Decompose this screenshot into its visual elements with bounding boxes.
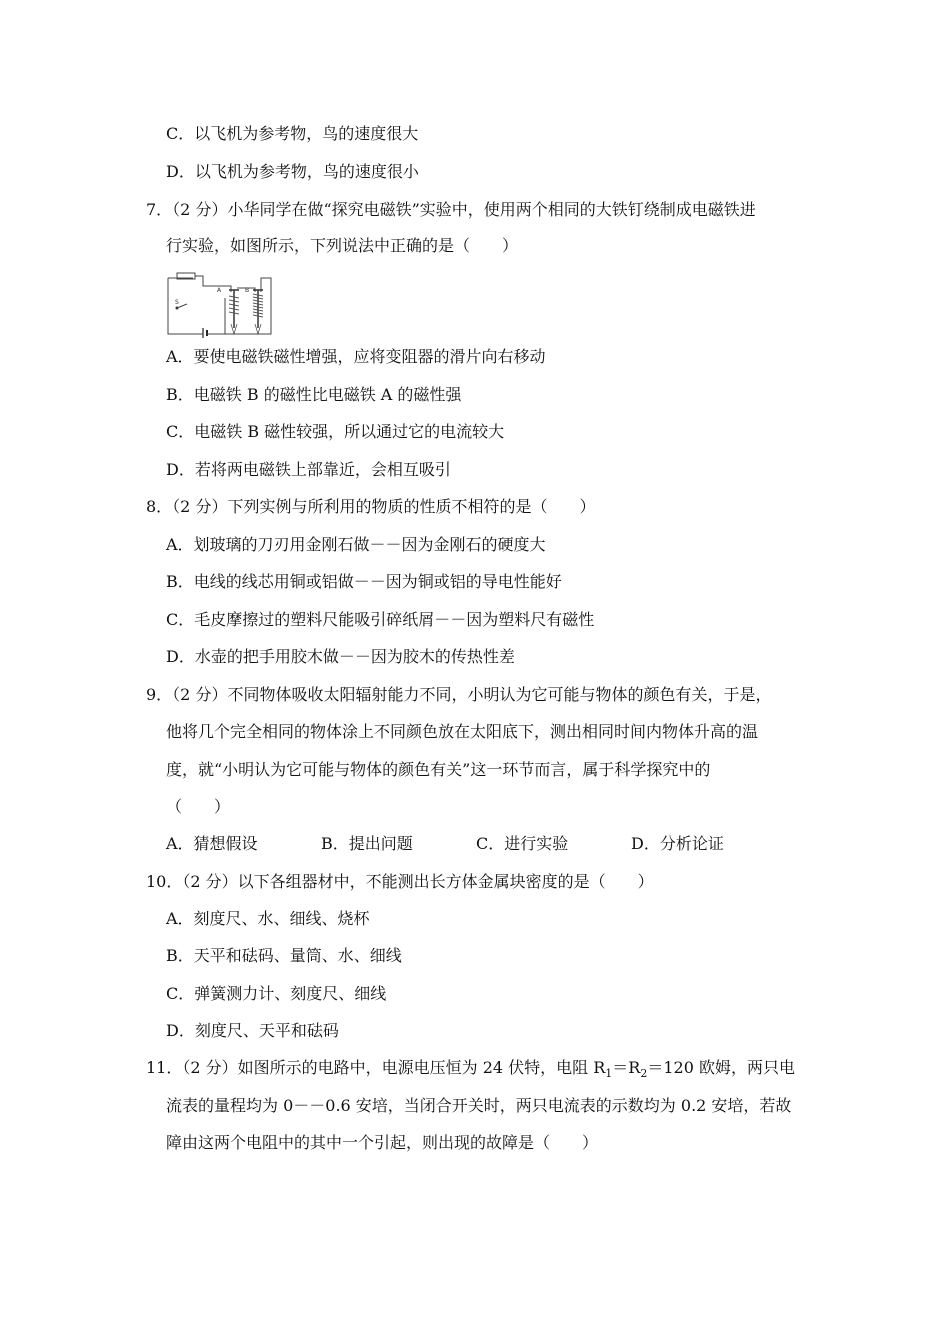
q11-subscript-1: 1 [605, 1067, 613, 1081]
q10-option-c: C．弹簧测力计、刻度尺、细线 [166, 984, 387, 1003]
q11-stem-line-2: 流表的量程均为 0－－0.6 安培，当闭合开关时，两只电流表的示数均为 0.2 安培，若故 [166, 1096, 792, 1115]
q7-option-d: D．若将两电磁铁上部靠近，会相互吸引 [166, 460, 451, 479]
q11-subscript-2: 2 [640, 1067, 648, 1081]
q11-stem-line-1 [146, 1058, 795, 1081]
q10-option-d: D．刻度尺、天平和砝码 [166, 1021, 339, 1040]
q8-option-b: B．电线的线芯用铜或铝做－－因为铜或铝的导电性能好 [166, 572, 562, 591]
q11-stem-text-a: 11．（2 分）如图所示的电路中，电源电压恒为 24 伏特，电阻 R [146, 1058, 606, 1077]
q6-option-c: C．以飞机为参考物，鸟的速度很大 [166, 124, 419, 143]
q11-stem-text-c: ＝120 欧姆，两只电 [647, 1058, 795, 1077]
q8-option-d: D．水壶的把手用胶木做－－因为胶木的传热性差 [166, 647, 515, 666]
q7-stem-line-1: 7．（2 分）小华同学在做“探究电磁铁”实验中，使用两个相同的大铁钉绕制成电磁铁进 [146, 200, 756, 219]
switch-label: S [175, 299, 179, 306]
q10-option-a: A．刻度尺、水、细线、烧杯 [166, 909, 370, 928]
q9-options-row [166, 834, 786, 854]
q11-stem-line-3: 障由这两个电阻中的其中一个引起，则出现的故障是（ ） [166, 1133, 599, 1152]
q9-option-b: B．提出问题 [321, 834, 413, 853]
q9-stem-line-1: 9．（2 分）不同物体吸收太阳辐射能力不同，小明认为它可能与物体的颜色有关，于是， [146, 685, 772, 704]
q7-option-a: A．要使电磁铁磁性增强，应将变阻器的滑片向右移动 [166, 347, 546, 366]
q11-stem-text-b: ＝R [612, 1058, 641, 1077]
q7-electromagnet-circuit-figure [163, 268, 275, 340]
q10-option-b: B．天平和砝码、量筒、水、细线 [166, 946, 402, 965]
q8-stem: 8．（2 分）下列实例与所利用的物质的性质不相符的是（ ） [146, 497, 596, 516]
electromagnet-a-label: A [217, 287, 222, 294]
q9-stem-line-4: （ ） [166, 797, 231, 816]
q7-option-c: C．电磁铁 B 磁性较强，所以通过它的电流较大 [166, 422, 505, 441]
q10-stem: 10．（2 分）以下各组器材中，不能测出长方体金属块密度的是（ ） [146, 872, 654, 891]
q8-option-a: A．划玻璃的刀刃用金刚石做－－因为金刚石的硬度大 [166, 535, 546, 554]
q6-option-d: D．以飞机为参考物，鸟的速度很小 [166, 162, 419, 181]
q9-option-d: D．分析论证 [631, 834, 724, 853]
electromagnet-b-label: B [245, 287, 250, 294]
q7-option-b: B．电磁铁 B 的磁性比电磁铁 A 的磁性强 [166, 385, 462, 404]
q9-stem-line-2: 他将几个完全相同的物体涂上不同颜色放在太阳底下，测出相同时间内物体升高的温 [166, 722, 759, 741]
q7-stem-line-2: 行实验，如图所示，下列说法中正确的是（ ） [166, 236, 519, 255]
q8-option-c: C．毛皮摩擦过的塑料尺能吸引碎纸屑－－因为塑料尺有磁性 [166, 610, 595, 629]
q9-option-c: C．进行实验 [476, 834, 569, 853]
q9-option-a: A．猜想假设 [166, 834, 258, 853]
q9-stem-line-3: 度，就“小明认为它可能与物体的颜色有关”这一环节而言，属于科学探究中的 [166, 760, 711, 779]
